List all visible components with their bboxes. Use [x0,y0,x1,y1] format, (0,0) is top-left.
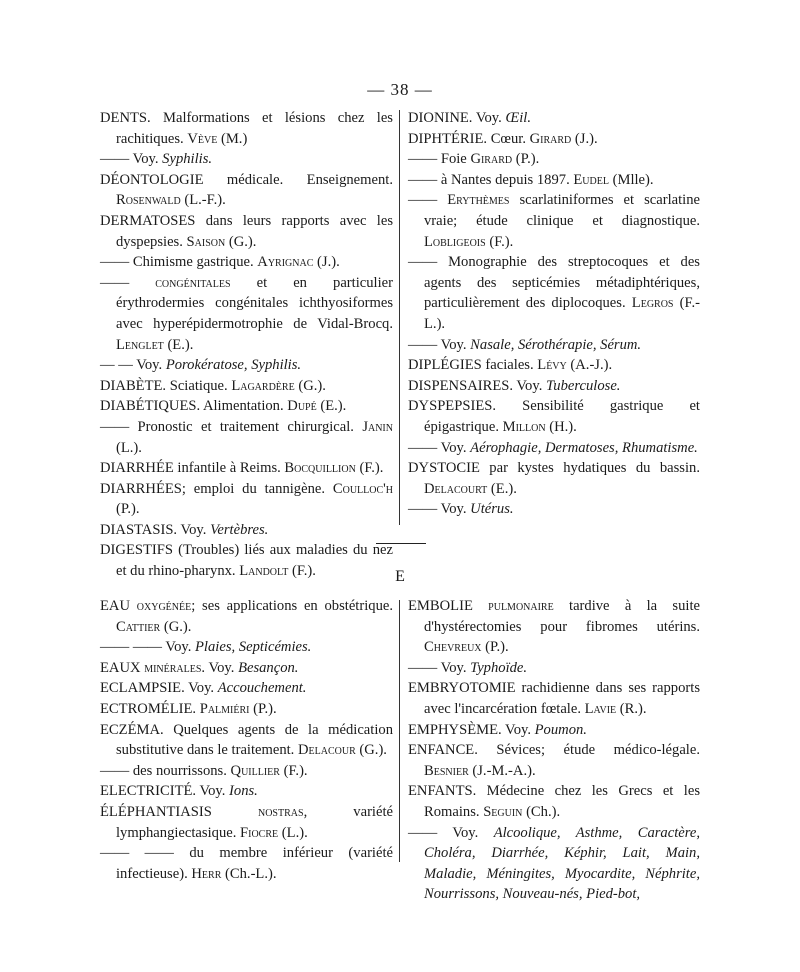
author-name: Saison [186,233,226,250]
entry-text: (F.). [355,460,384,477]
column-divider-bottom [399,600,400,862]
entry-text: —— Voy. [408,439,471,456]
index-entry [408,170,700,191]
entry-text: ECLAMPSIE. Voy. [100,680,218,697]
author-name: Dupé [287,398,317,415]
index-entry [408,720,700,741]
index-entry [100,211,393,252]
author-name: Coulloc'h [332,480,393,497]
index-entry [100,396,393,417]
entry-text: (A.-J.). [566,357,613,374]
author-name: Besnier [424,762,469,779]
index-entry [100,637,393,658]
index-entry [408,190,700,252]
entry-text: —— Pronostic et traitement chirurgical. [100,418,363,435]
entry-text: ENFANCE. Sévices; étude médico-légale. [408,742,700,759]
entry-text: DIARRHÉE infantile à Reims. [100,460,285,477]
author-name: Palmiéri [199,700,250,717]
entry-text: (G.). [225,233,257,250]
entry-text: (Ch.-L.). [221,865,277,882]
entry-text: —— [408,192,448,209]
author-name: Seguin [483,803,523,820]
entry-text: (P.). [249,700,277,717]
index-entry [100,355,393,376]
cross-reference: Typhoïde. [470,659,528,676]
cross-reference: Accouchement. [217,680,307,697]
index-entry [408,149,700,170]
entry-text: ENFANTS. Médecine chez les Grecs et les Romains. [408,783,700,820]
entry-text: ECZÉMA. Quelques agents de la médication substitutive dans le traitement. [100,721,393,759]
cross-reference: Alcoolique, Asthme, Caractère, Choléra, Diarrhée, Képhir, Lait, Main, Maladie, Méningites, Myocardite, Néphrite, Nourrissons, Nouveau-nés, Pied-bot, [424,824,700,903]
cross-reference: Plaies, Septicémies. [195,639,312,656]
index-entry [100,458,393,479]
cross-reference: Syphilis. [162,151,213,168]
entry-text: (G.). [355,742,387,759]
entry-text: EMPHYSÈME. Voy. [408,721,535,738]
entry-text: . Voy. [201,659,239,676]
entry-text: EMBRYOTOMIE rachidienne dans ses rapports avec l'incarcération fœtale. [408,680,700,717]
index-entry [100,761,393,782]
entry-text: (J.-M.-A.). [468,762,536,779]
author-name: Ayrignac [257,254,314,271]
entry-text: EAUX [100,659,145,676]
index-entry [408,438,700,459]
index-entry [408,108,700,129]
entry-text: DIPLÉGIES faciales. [408,357,538,374]
author-name: Lévy [537,357,567,374]
author-name: Lagardère [231,377,295,394]
entry-text: —— des nourrissons. [100,762,231,779]
entry-text: —— Voy. [408,501,471,518]
author-name: Rosenwald [116,192,181,209]
entry-text: DIABÈTE. Sciatique. [100,377,232,394]
author-name: Bocquillion [284,460,356,477]
author-name: Lavie [584,700,617,717]
author-name: nostras [257,803,304,820]
index-entry [408,596,700,658]
index-entry [100,376,393,397]
index-entry [100,273,393,355]
entry-text: ÉLÉPHANTIASIS [100,803,258,820]
index-entry [408,355,700,376]
author-name: Janin [362,418,393,435]
author-name: Lobligeois [424,233,486,250]
index-entry [408,658,700,679]
cross-reference: Porokératose, Syphilis. [165,357,302,374]
author-name: Legros [631,295,674,312]
entry-text: —— Chimisme gastrique. [100,254,258,271]
entry-text: DERMATOSES dans leurs rapports avec les dyspepsies. [100,212,393,250]
entry-text: (G.). [160,618,192,635]
cross-reference: Œil. [505,110,531,126]
entry-text: (F.). [288,563,316,580]
entry-text: scarlatiniformes et scarlatine vraie; étude clinique et diagnostique. [424,192,700,229]
author-name: oxygénée [136,598,192,614]
index-entry [100,658,393,679]
author-name: congénitales [155,274,231,291]
entry-text: EAU [100,598,137,614]
bottom-left-column [100,596,393,884]
cross-reference: Vertèbres. [210,521,269,538]
entry-text: DENTS. Malformations et lésions chez les rachitiques. [100,110,393,147]
entry-text: (F.-L.). [424,295,700,332]
author-name: Eudel [573,171,609,188]
cross-reference: Besançon. [238,659,299,676]
top-right-column [408,108,700,520]
entry-text: DIPHTÉRIE. Cœur. [408,130,530,147]
index-entry [100,720,393,761]
index-entry [408,458,700,499]
entry-text: —— Voy. [408,659,471,676]
index-entry [100,678,393,699]
author-name: Girard [470,151,513,168]
cross-reference: Utérus. [470,501,514,518]
entry-text: (E.). [316,398,347,415]
index-entry [100,520,393,541]
entry-text: DÉONTOLOGIE médicale. Enseignement. [100,171,393,188]
entry-text: (M.) [217,130,248,147]
entry-text: DYSTOCIE par kystes hydatiques du bassin. [408,460,700,477]
entry-text: DISPENSAIRES. Voy. [408,377,546,394]
entry-text: (J.). [571,130,598,147]
index-entry [408,740,700,781]
index-entry [100,781,393,802]
top-left-column [100,108,393,582]
entry-text: — — Voy. [100,357,166,374]
index-entry [408,376,700,397]
entry-text: et en particulier érythrodermies congénitales ichthyosiformes avec hyperépidermotrophie de Vidal-Brocq. [116,274,393,332]
index-entry [100,843,393,884]
entry-text: —— Foie [408,151,471,168]
entry-text: (Mlle). [608,171,654,188]
index-entry [408,252,700,334]
index-entry [408,335,700,356]
author-name: Fiocre [240,824,279,841]
author-name: minérales [144,659,202,676]
cross-reference: Poumon. [534,721,587,738]
entry-text: (R.). [616,700,647,717]
cross-reference: Aérophagie, Dermatoses, Rhumatisme. [470,439,698,456]
entry-text: (L.). [278,824,308,841]
entry-text: —— à Nantes depuis 1897. [408,171,574,188]
index-entry [408,129,700,150]
entry-text: (J.). [313,254,340,271]
index-entry [100,252,393,273]
index-entry [408,396,700,437]
author-name: Landolt [239,563,289,580]
entry-text: tardive à la suite d'hystérectomies pour fibromes utérins. [424,598,700,635]
entry-text: (H.). [545,418,577,435]
entry-text: DIONINE. Voy. [408,110,506,126]
author-name: Girard [529,130,572,147]
entry-text: (F.). [485,233,514,250]
entry-text: (E.). [487,480,517,497]
author-name: Herr [191,865,222,882]
entry-text: ECTROMÉLIE. [100,700,200,717]
section-letter: E [395,568,405,585]
entry-text: —— —— du membre inférieur (variété infectieuse). [100,845,393,882]
index-entry [408,823,700,905]
entry-text: DYSPEPSIES. Sensibilité gastrique et épigastrique. [408,398,700,435]
entry-text: —— [100,274,156,291]
index-entry [100,417,393,458]
entry-text: —— Voy. [408,824,494,841]
entry-text: —— Voy. [100,151,163,168]
index-entry [408,678,700,719]
cross-reference: Nasale, Sérothérapie, Sérum. [470,336,642,353]
entry-text: (G.). [294,377,326,394]
index-entry [100,479,393,520]
column-divider-top [399,110,400,525]
author-name: Delacourt [424,480,488,497]
entry-text: —— —— Voy. [100,639,196,656]
entry-text: , variété lymphangiectasique. [116,803,393,841]
entry-text: (L.-F.). [180,192,226,209]
author-name: Millon [502,418,546,435]
entry-text: DIABÉTIQUES. Alimentation. [100,398,288,415]
index-entry [100,108,393,149]
author-name: Chevreux [424,639,482,656]
entry-text: DIARRHÉES; emploi du tannigène. [100,480,333,497]
cross-reference: Tuberculose. [546,377,621,394]
entry-text: —— Monographie des streptocoques et des agents des septicémies métadiphtériques, particulièrement des diplocoques. [408,254,700,312]
author-name: Vève [187,130,218,147]
entry-text: ELECTRICITÉ. Voy. [100,783,230,800]
entry-text: (P.). [481,639,509,656]
author-name: pulmonaire [488,598,554,614]
page-number: — 38 — [367,80,433,99]
index-entry [100,802,393,843]
author-name: Cattier [116,618,161,635]
author-name: Delacour [297,742,356,759]
entry-text: ; ses applications en obstétrique. [191,598,393,614]
index-entry [408,781,700,822]
index-entry [100,699,393,720]
entry-text: (E.). [163,336,194,353]
entry-text: DIASTASIS. Voy. [100,521,211,538]
entry-text: (P.). [512,151,540,168]
index-entry [100,170,393,211]
index-entry [408,499,700,520]
entry-text: (Ch.). [522,803,561,820]
bottom-right-column [408,596,700,905]
entry-text: (F.). [279,762,308,779]
author-name: Quillier [230,762,280,779]
author-name: Lenglet [116,336,164,353]
cross-reference: Ions. [229,783,258,800]
entry-text: DIGESTIFS (Troubles) liés aux maladies du nez et du rhino-pharynx. [100,542,393,580]
entry-text: —— Voy. [408,336,471,353]
entry-text: EMBOLIE [408,598,489,614]
entry-text: (P.). [116,501,140,518]
index-entry [100,596,393,637]
index-entry [100,149,393,170]
entry-text: (L.). [116,439,142,456]
section-rule [376,543,426,544]
author-name: Erythèmes [447,192,510,209]
